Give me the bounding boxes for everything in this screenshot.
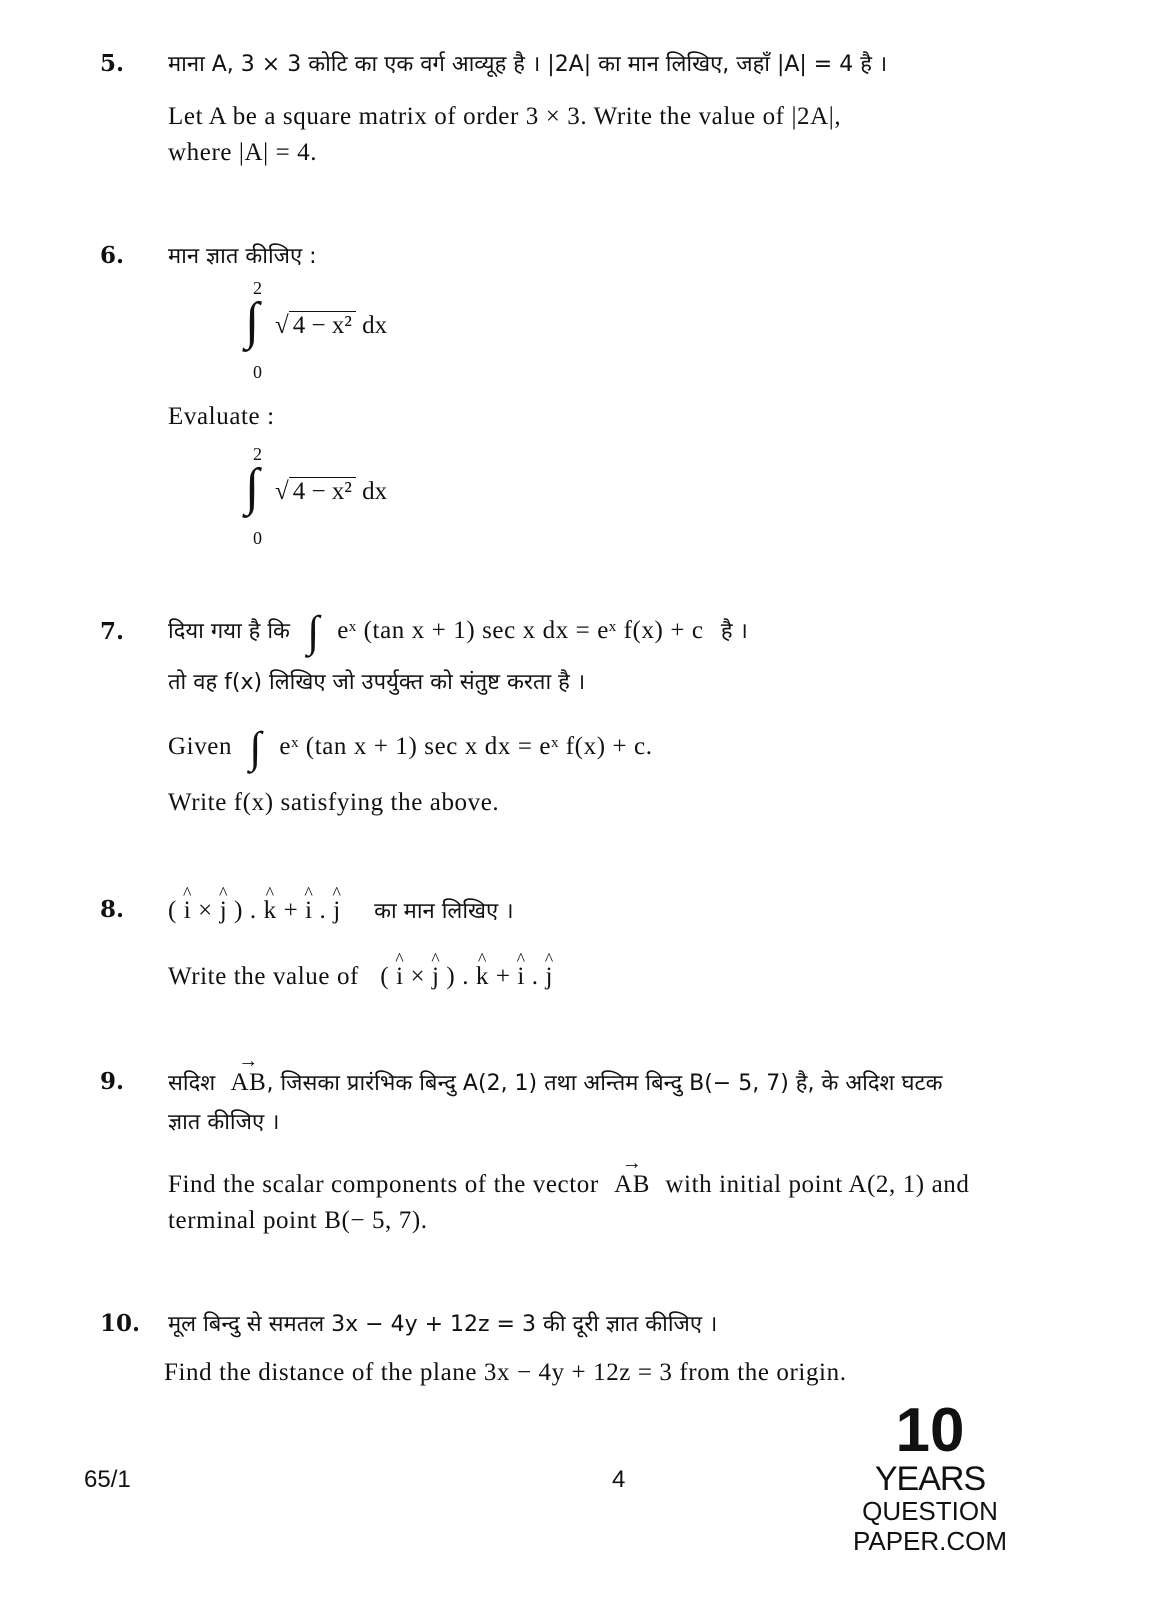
logo-years: YEARS (874, 1460, 986, 1498)
vector-expression-line: ( ^ i × ^ j ) . ^ k + ^ i . ^ j का मान लिखिए । (168, 894, 514, 929)
question-english: Find the distance of the plane 3x − 4y + 12z = 3 from the origin. (164, 1359, 847, 1386)
page-number: 4 (612, 1466, 626, 1493)
integral-sign: ∫ (245, 459, 260, 516)
upper-limit: 2 (253, 278, 262, 298)
logo-number: 10 (895, 1396, 965, 1465)
vector-expression: ( ^ i × ^ j ) . ^ k + ^ i . ^ j (380, 963, 553, 990)
vector-expression: ( ^ i × ^ j ) . ^ k + ^ i . ^ j (168, 897, 341, 924)
integral-sign: ∫ (245, 293, 260, 350)
integrand: √ 4 − x² dx (275, 478, 388, 505)
question-number: 8. (100, 896, 125, 923)
question-hindi: मूल बिन्दु से समतल 3x − 4y + 12z = 3 की दूरी ज्ञात कीजिए । (168, 1312, 718, 1337)
question-hindi: माना A, 3 × 3 कोटि का एक वर्ग आव्यूह है । |2A| का मान लिखिए, जहाँ |A| = 4 है । (168, 52, 888, 77)
question-english: Let A be a square matrix of order 3 × 3. Write the value of |2A|, (168, 103, 842, 130)
integral-sign: ∫ (307, 607, 320, 656)
question-hindi-line: सदिश → AB, जिसका प्रारंभिक बिन्दु A(2, 1) तथा अन्तिम बिन्दु B(− 5, 7) है, के अदिश घटक (168, 1066, 942, 1101)
question-number: 5. (100, 50, 125, 77)
paper-code: 65/1 (84, 1466, 131, 1493)
integral-expression (245, 278, 545, 388)
integrand: √ 4 − x² dx (275, 312, 388, 339)
logo-site: QUESTION PAPER.COM (852, 1496, 1008, 1556)
watermark-logo (800, 1396, 1060, 1556)
vector-ab: → AB (614, 1168, 650, 1202)
question-number: 9. (100, 1068, 125, 1095)
question-hindi: मान ज्ञात कीजिए : (168, 244, 317, 269)
question-hindi: ज्ञात कीजिए । (168, 1110, 280, 1135)
question-english-line: Find the scalar components of the vector → AB with initial point A(2, 1) and (168, 1168, 969, 1202)
upper-limit: 2 (253, 444, 262, 464)
lower-limit: 0 (253, 528, 262, 548)
lower-limit: 0 (253, 362, 262, 382)
question-english: where |A| = 4. (168, 139, 318, 166)
question-number: 10. (100, 1310, 141, 1337)
integral-expression (245, 444, 545, 554)
question-english: Write f(x) satisfying the above. (168, 789, 500, 816)
question-number: 6. (100, 242, 125, 269)
integral-sign: ∫ (249, 723, 263, 772)
vector-ab: → AB (231, 1066, 267, 1100)
question-number: 7. (100, 618, 125, 645)
question-hindi-line: दिया गया है कि ∫ eˣ (tan x + 1) sec x dx = eˣ f(x) + c है । (168, 607, 748, 656)
vector-expression-line: Write the value of ( ^ i × ^ j ) . ^ k + ^ i . ^ j (168, 960, 553, 994)
question-english: Evaluate : (168, 403, 275, 430)
question-english: terminal point B(− 5, 7). (168, 1207, 428, 1234)
question-hindi: तो वह f(x) लिखिए जो उपर्युक्त को संतुष्ट करता है । (168, 670, 586, 695)
question-english-line: Given ∫ eˣ (tan x + 1) sec x dx = eˣ f(x) + c. (168, 723, 653, 772)
